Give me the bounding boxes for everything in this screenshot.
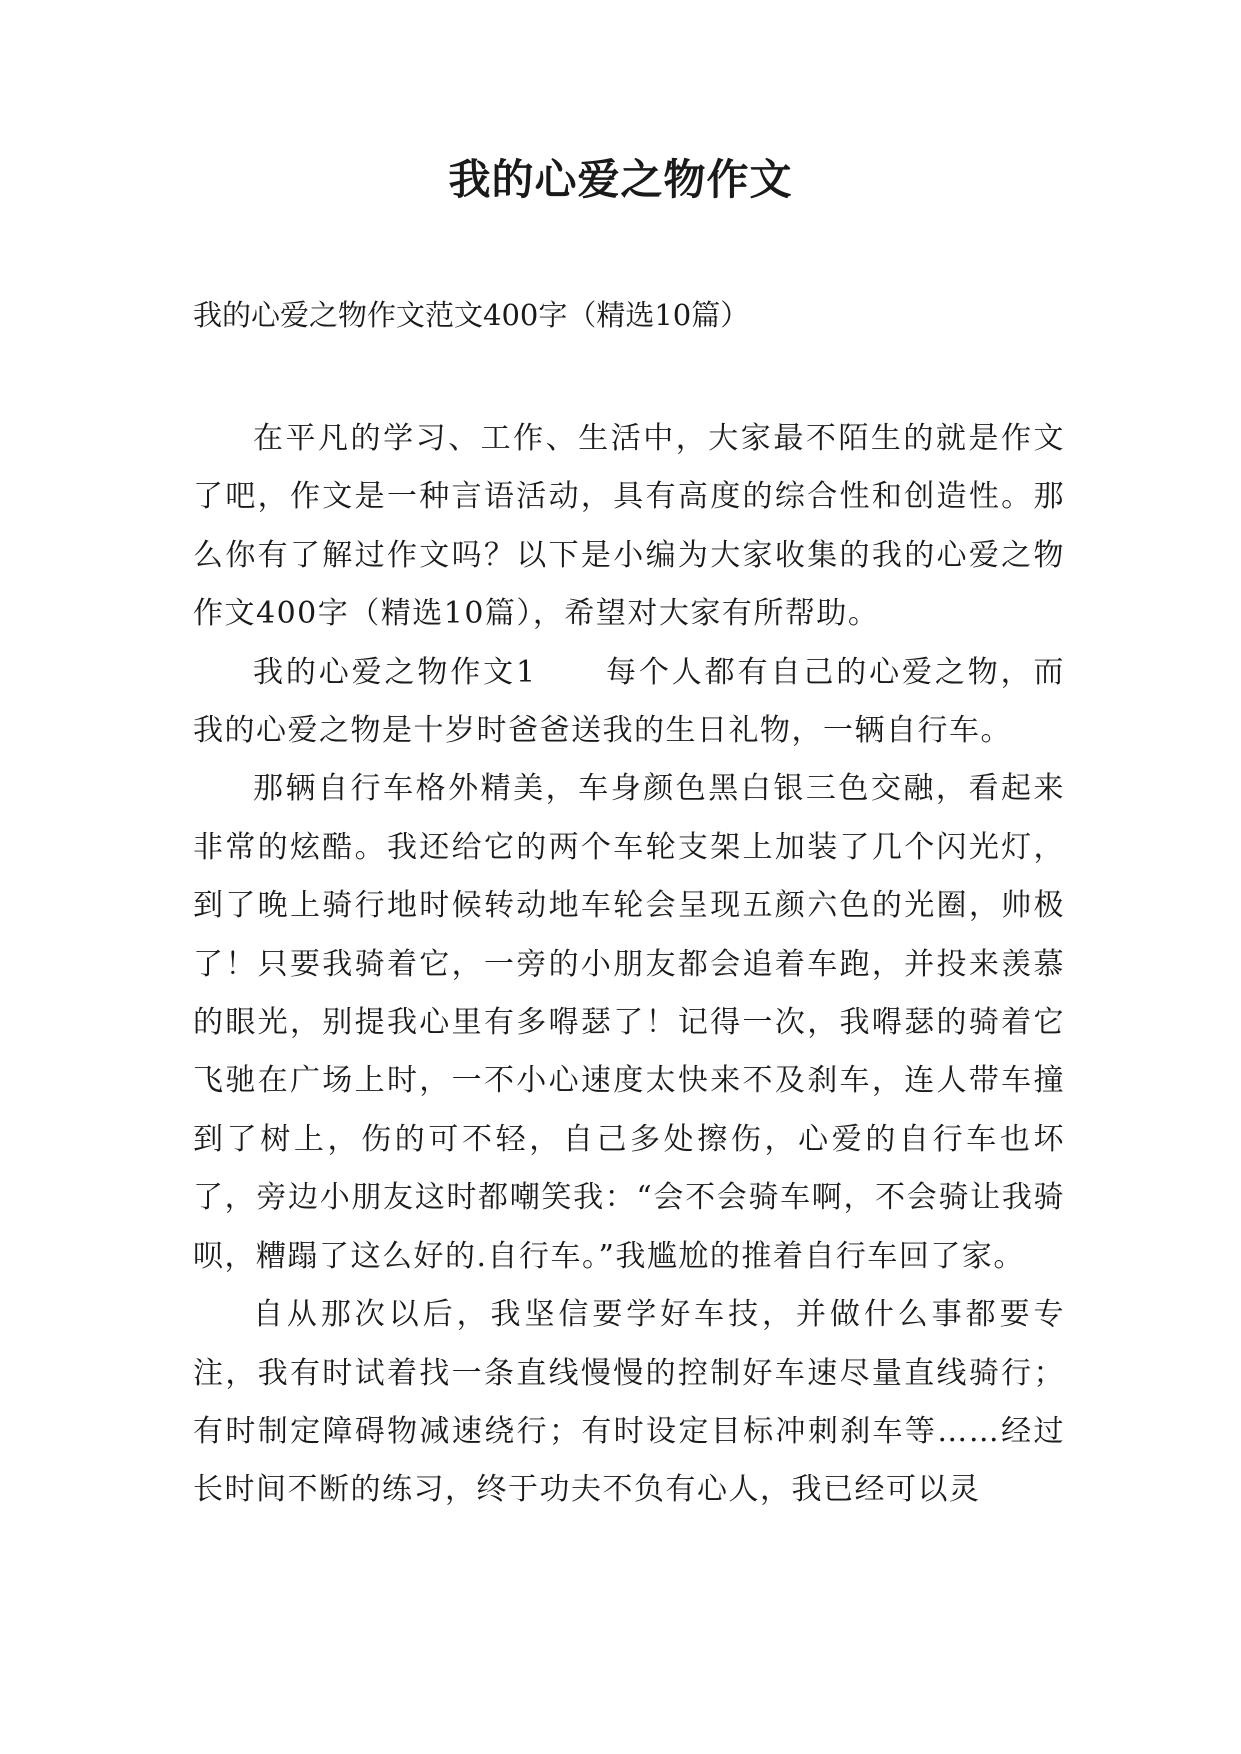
bicycle-description-paragraph: 那辆自行车格外精美，车身颜色黑白银三色交融，看起来非常的炫酷。我还给它的两个车轮支架上加装了几个闪光灯，到了晚上骑行地时候转动地车轮会呈现五颜六色的光圈，帅极了！只要我骑着它，一旁的小朋友都会追着车跑，并投来羡慕的眼光，别提我心里有多嘚瑟了！记得一次，我嘚瑟的骑着它飞驰在广场上时，一不小心速度太快来不及刹车，连人带车撞到了树上，伤的可不轻，自己多处擦伤，心爱的自行车也坏了，旁边小朋友这时都嘲笑我：“会不会骑车啊，不会骑让我骑呗，糟蹋了这么好的.自行车。”我尴尬的推着自行车回了家。 — [193, 771, 1065, 1274]
intro-paragraph: 在平凡的学习、工作、生活中，大家最不陌生的就是作文了吧，作文是一种言语活动，具有高度的综合性和创造性。那么你有了解过作文吗？以下是小编为大家收集的我的心爱之物作文400字（精选10篇），希望对大家有所帮助。 — [193, 421, 1065, 632]
section-heading: 我的心爱之物作文1 — [253, 654, 537, 690]
practice-paragraph: 自从那次以后，我坚信要学好车技，并做什么事都要专注，我有时试着找一条直线慢慢的控制好车速尽量直线骑行；有时制定障碍物减速绕行；有时设定目标冲刺刹车等……经过长时间不断的练习，终于功夫不负有心人，我已经可以灵 — [193, 1297, 1065, 1508]
section-continuation: 而我的心爱之物是十岁时爸爸送我的生日礼物，一辆自行车。 — [193, 654, 1066, 749]
section-1-opening — [193, 644, 1065, 761]
document-subtitle: 我的心爱之物作文范文400字（精选10篇） — [193, 298, 750, 332]
document-body — [193, 410, 1065, 1520]
section-first-line: 每个人都有自己的心爱之物， — [604, 654, 1034, 690]
document-title: 我的心爱之物作文 — [448, 155, 793, 204]
